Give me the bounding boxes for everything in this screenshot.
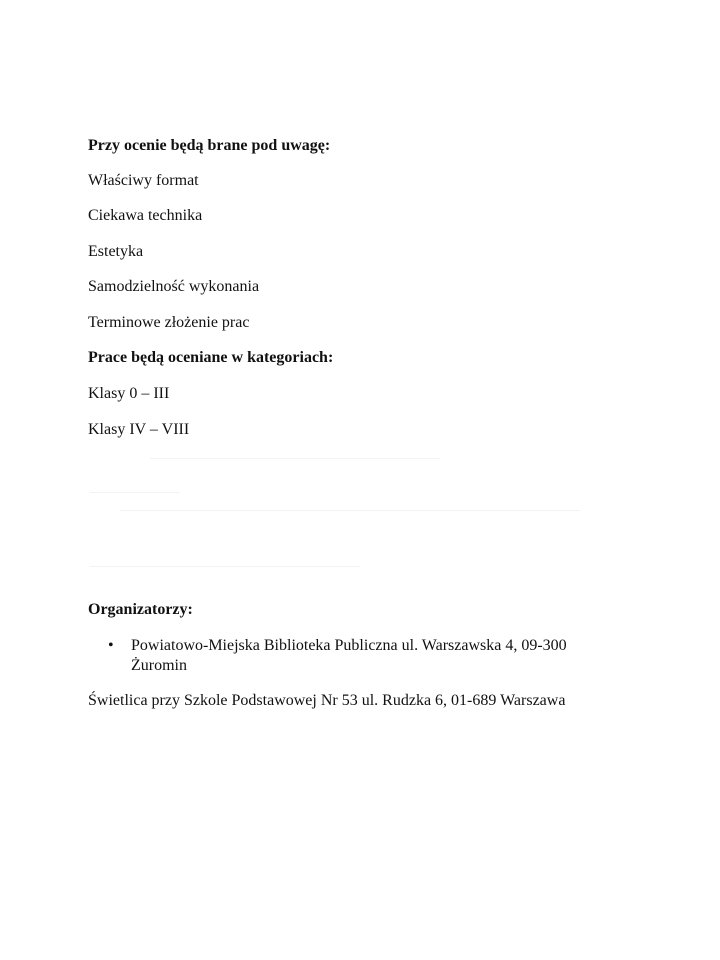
scan-artifact bbox=[150, 458, 440, 459]
categories-heading: Prace będą oceniane w kategoriach: bbox=[88, 349, 334, 366]
criteria-item-technique: Ciekawa technika bbox=[88, 207, 203, 224]
scan-artifact bbox=[120, 510, 580, 511]
scan-artifact bbox=[90, 566, 360, 567]
organizer-school-club: Świetlica przy Szkole Podstawowej Nr 53 ul. Rudzka 6, 01-689 Warszawa bbox=[88, 692, 566, 709]
criteria-item-format: Właściwy format bbox=[88, 172, 199, 189]
bullet-icon: • bbox=[108, 637, 114, 654]
criteria-heading: Przy ocenie będą brane pod uwagę: bbox=[88, 137, 331, 154]
criteria-item-independence: Samodzielność wykonania bbox=[88, 278, 260, 295]
scan-artifact bbox=[90, 492, 180, 493]
category-item-0-3: Klasy 0 – III bbox=[88, 385, 170, 402]
organizers-heading: Organizatorzy: bbox=[88, 601, 193, 618]
criteria-item-deadline: Terminowe złożenie prac bbox=[88, 314, 250, 331]
criteria-item-aesthetics: Estetyka bbox=[88, 243, 144, 260]
organizer-library: Powiatowo-Miejska Biblioteka Publiczna ul. Warszawska 4, 09-300 Żuromin bbox=[131, 637, 567, 674]
category-item-4-8: Klasy IV – VIII bbox=[88, 421, 190, 438]
